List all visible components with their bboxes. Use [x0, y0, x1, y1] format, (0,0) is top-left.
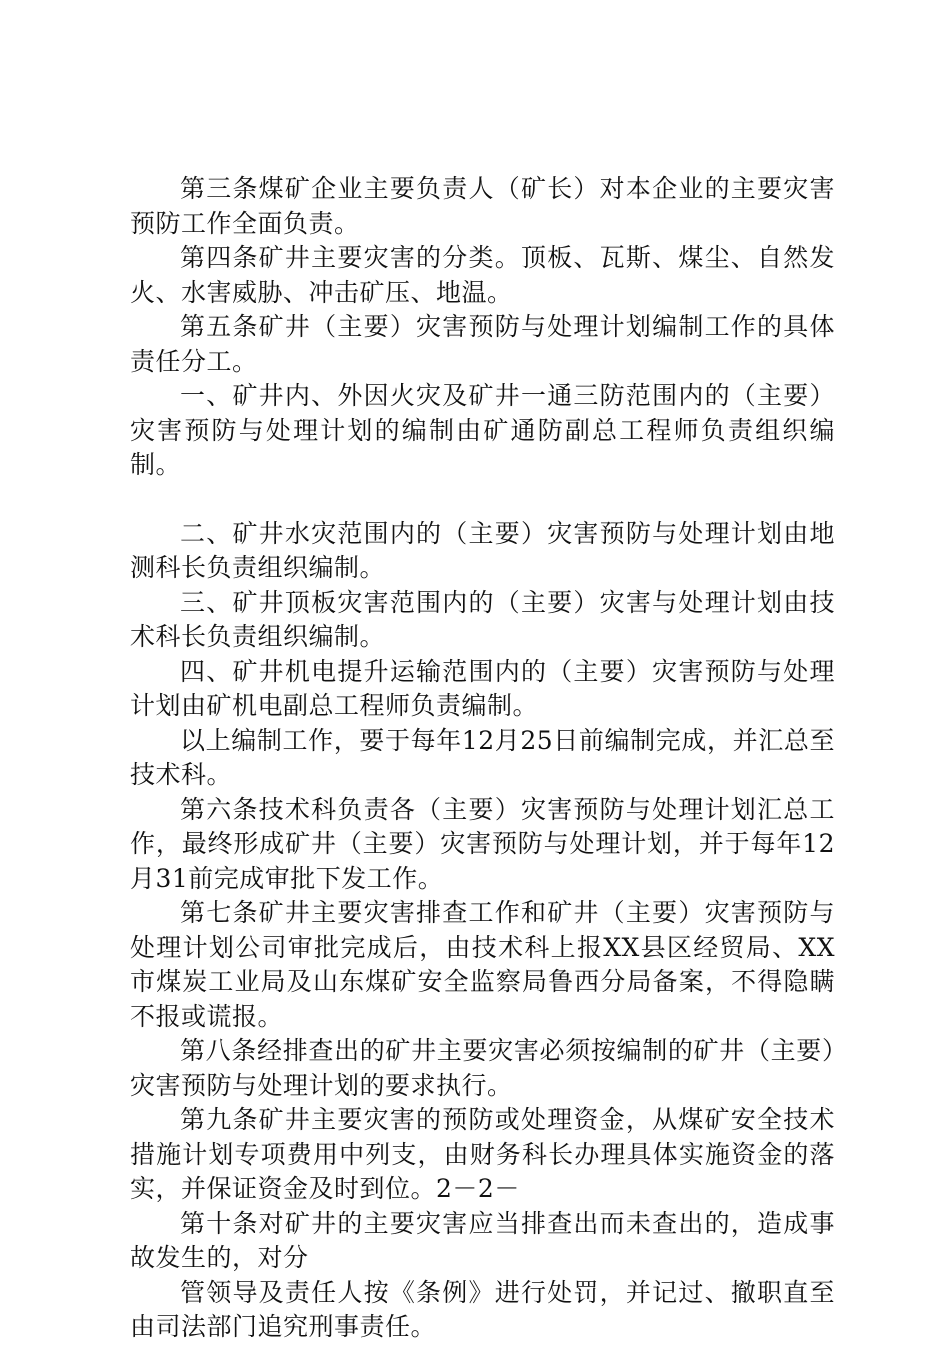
paragraph-article-7: 第七条矿井主要灾害排查工作和矿井（主要）灾害预防与处理计划公司审批完成后，由技术科上报XX县区经贸局、XX市煤炭工业局及山东煤矿安全监察局鲁西分局备案，不得隐瞒不报或谎报。: [130, 898, 835, 1031]
paragraph-article-5: 第五条矿井（主要）灾害预防与处理计划编制工作的具体责任分工。: [130, 312, 835, 376]
paragraph-item-1: 一、矿井内、外因火灾及矿井一通三防范围内的（主要）灾害预防与处理计划的编制由矿通防副总工程师负责组织编制。: [130, 381, 835, 479]
blank-line: [130, 483, 835, 517]
paragraph-article-10: 第十条对矿井的主要灾害应当排查出而未查出的，造成事故发生的，对分: [130, 1208, 835, 1272]
paragraph-article-6: 第六条技术科负责各（主要）灾害预防与处理计划汇总工作，最终形成矿井（主要）灾害预防与处理计划，并于每年12月31前完成审批下发工作。: [130, 794, 835, 893]
document-body: [130, 172, 835, 1345]
paragraph-item-2: 二、矿井水灾范围内的（主要）灾害预防与处理计划由地测科长负责组织编制。: [130, 518, 835, 582]
paragraph-item-3: 三、矿井顶板灾害范围内的（主要）灾害与处理计划由技术科长负责组织编制。: [130, 587, 835, 651]
paragraph-article-4: 第四条矿井主要灾害的分类。顶板、瓦斯、煤尘、自然发火、水害威胁、冲击矿压、地温。: [130, 243, 835, 307]
paragraph-deadline: 以上编制工作，要于每年12月25日前编制完成，并汇总至技术科。: [130, 725, 835, 789]
paragraph-article-10-continued: 管领导及责任人按《条例》进行处罚，并记过、撤职直至由司法部门追究刑事责任。: [130, 1277, 835, 1341]
paragraph-article-9: 第九条矿井主要灾害的预防或处理资金，从煤矿安全技术措施计划专项费用中列支，由财务科长办理具体实施资金的落实，并保证资金及时到位。2－2－: [130, 1105, 835, 1203]
paragraph-item-4: 四、矿井机电提升运输范围内的（主要）灾害预防与处理计划由矿机电副总工程师负责编制。: [130, 656, 835, 720]
paragraph-article-3: 第三条煤矿企业主要负责人（矿长）对本企业的主要灾害预防工作全面负责。: [130, 174, 835, 238]
paragraph-article-8: 第八条经排查出的矿井主要灾害必须按编制的矿井（主要）灾害预防与处理计划的要求执行。: [130, 1036, 835, 1100]
